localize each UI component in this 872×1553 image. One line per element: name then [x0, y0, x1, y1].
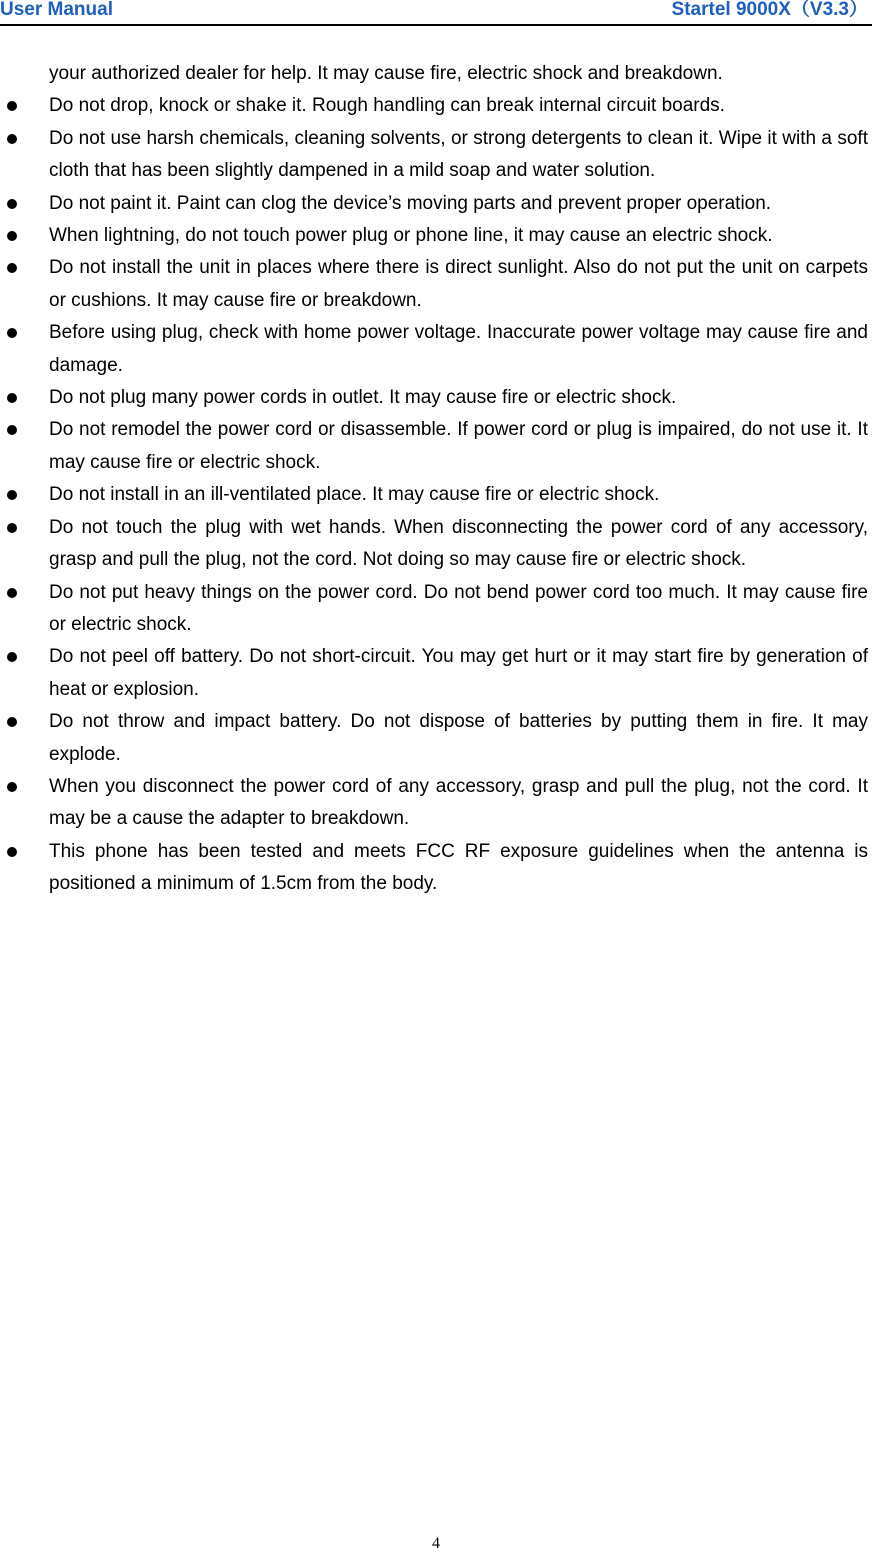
- bullet-icon: [7, 425, 17, 435]
- bullet-icon: [7, 588, 17, 598]
- list-item-text: Before using plug, check with home power voltage. Inaccurate power voltage may cause fire and damage.: [49, 322, 868, 376]
- list-item: [0, 771, 872, 836]
- header-product-version: Startel 9000X（V3.3）: [671, 0, 868, 20]
- list-item-text: Do not throw and impact battery. Do not dispose of batteries by putting them in fire. It may explode.: [49, 711, 868, 765]
- list-item-text: Do not paint it. Paint can clog the device’s moving parts and prevent proper operation.: [49, 192, 772, 214]
- list-item-text: This phone has been tested and meets FCC RF exposure guidelines when the antenna is positioned a minimum of 1.5cm from the body.: [49, 840, 868, 895]
- bullet-icon: [7, 652, 17, 662]
- list-item-text: Do not plug many power cords in outlet. It may cause fire or electric shock.: [49, 387, 677, 409]
- bullet-icon: [7, 134, 17, 144]
- bullet-icon: [7, 717, 17, 727]
- bullet-icon: [7, 393, 17, 403]
- list-item-text: When lightning, do not touch power plug or phone line, it may cause an electric shock.: [49, 225, 773, 247]
- list-item: [0, 188, 872, 220]
- bullet-icon: [7, 263, 17, 273]
- list-item-text: Do not put heavy things on the power cord. Do not bend power cord too much. It may cause fire or electric shock.: [49, 581, 868, 635]
- page-header: [0, 0, 872, 26]
- list-item-text: Do not drop, knock or shake it. Rough handling can break internal circuit boards.: [49, 95, 725, 117]
- bullet-icon: [7, 523, 17, 533]
- bullet-icon: [7, 847, 17, 857]
- list-item-text: Do not install in an ill-ventilated place. It may cause fire or electric shock.: [49, 484, 660, 506]
- list-item: [0, 577, 872, 642]
- list-item: [0, 123, 872, 188]
- list-item: [0, 90, 872, 122]
- list-item-text: Do not touch the plug with wet hands. When disconnecting the power cord of any accessory, grasp and pull the plug, not the cord. Not doing so may cause fire or electric shock.: [49, 516, 868, 571]
- list-item: [0, 512, 872, 577]
- bullet-icon: [7, 490, 17, 500]
- list-item: [0, 706, 872, 771]
- safety-precautions-list: [0, 58, 872, 901]
- list-item: [0, 220, 872, 252]
- bullet-icon: [7, 199, 17, 209]
- list-item-text: Do not remodel the power cord or disassemble. If power cord or plug is impaired, do not use it. It may cause fire or electric shock.: [49, 419, 868, 473]
- list-item-text: Do not use harsh chemicals, cleaning solvents, or strong detergents to clean it. Wipe it with a soft cloth that has been slightly dampened in a mild soap and water solution.: [49, 127, 868, 182]
- list-item: [0, 382, 872, 414]
- header-manual-title: User Manual: [0, 0, 113, 20]
- bullet-icon: [7, 782, 17, 792]
- page-number: 4: [432, 1535, 440, 1552]
- list-item-text: When you disconnect the power cord of any accessory, grasp and pull the plug, not the cord. It may be a cause the adapter to breakdown.: [49, 775, 868, 830]
- list-item: [0, 252, 872, 317]
- list-item: [0, 317, 872, 382]
- bullet-icon: [7, 101, 17, 111]
- list-item-text: Do not install the unit in places where there is direct sunlight. Also do not put the unit on carpets or cushions. It may cause fire or breakdown.: [49, 257, 868, 311]
- list-item-text: Do not peel off battery. Do not short-circuit. You may get hurt or it may start fire by generation of heat or explosion.: [49, 646, 868, 700]
- bullet-icon: [7, 231, 17, 241]
- list-item: [0, 836, 872, 901]
- list-item: [0, 641, 872, 706]
- continuation-paragraph: your authorized dealer for help. It may cause fire, electric shock and breakdown.: [49, 63, 723, 84]
- list-item: [0, 414, 872, 479]
- list-item: [0, 479, 872, 511]
- bullet-icon: [7, 328, 17, 338]
